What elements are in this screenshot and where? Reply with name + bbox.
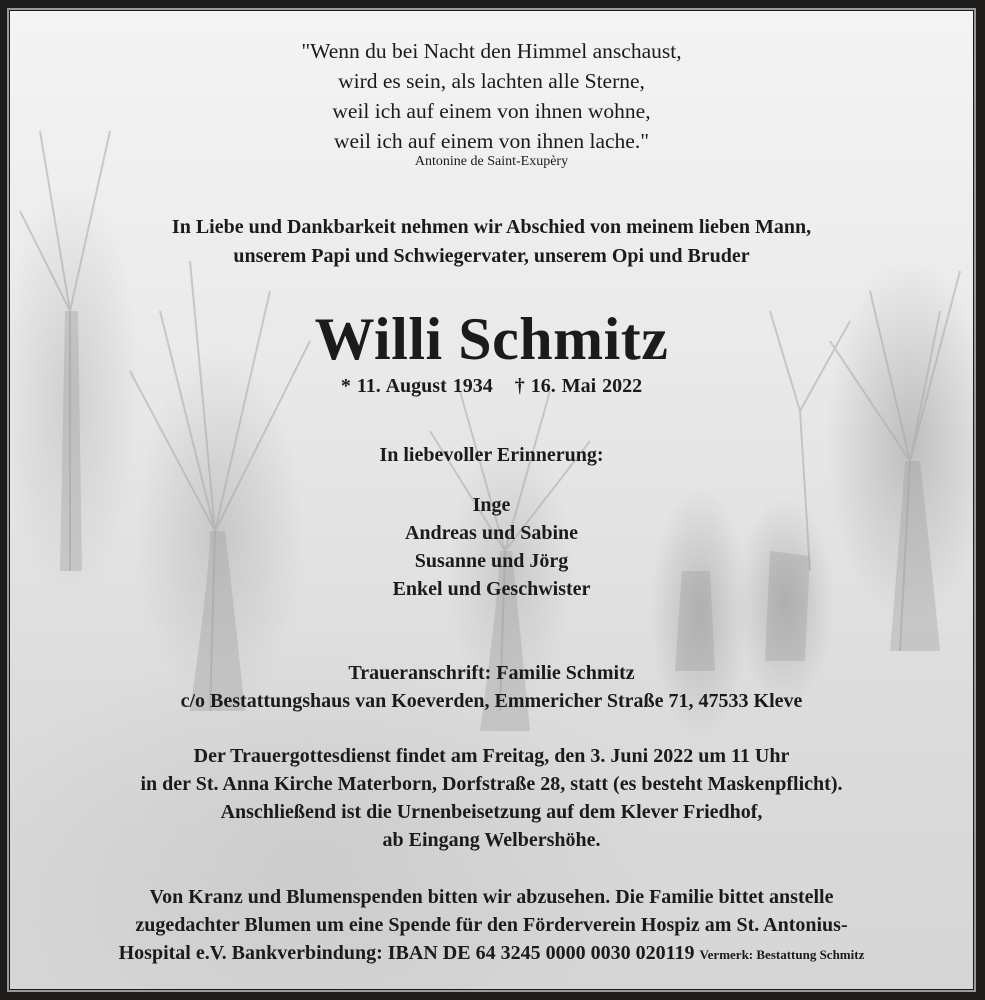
service-line: ab Eingang Welbershöhe. — [382, 829, 601, 851]
quote-line: "Wenn du bei Nacht den Himmel anschaust, — [301, 39, 682, 63]
service-info — [10, 742, 973, 854]
mourner: Susanne und Jörg — [414, 550, 569, 572]
mourner: Andreas und Sabine — [404, 522, 579, 544]
bank-details: Hospital e.V. Bankverbindung: IBAN DE 64 3245 0000 0030 020119 — [118, 942, 695, 964]
quote — [10, 36, 973, 156]
quote-line: wird es sein, als lachten alle Sterne, — [338, 69, 645, 93]
donation-line: zugedachter Blumen um eine Spende für den Förderverein Hospiz am St. Antonius- — [135, 914, 848, 936]
address-line: Traueranschrift: Familie Schmitz — [348, 662, 635, 684]
intro-line: In Liebe und Dankbarkeit nehmen wir Abschied von meinem lieben Mann, — [171, 216, 812, 238]
donation-line: Von Kranz und Blumenspenden bitten wir abzusehen. Die Familie bittet anstelle — [149, 886, 834, 908]
mourner: Enkel und Geschwister — [392, 578, 591, 600]
service-line: Anschließend ist die Urnenbeisetzung auf dem Klever Friedhof, — [220, 801, 763, 823]
intro-text — [10, 213, 973, 271]
birth-date: * 11. August 1934 — [340, 375, 493, 397]
memory-heading: In liebevoller Erinnerung: — [379, 444, 604, 466]
quote-author: Antonine de Saint-Exupèry — [414, 154, 569, 169]
donation-note: Vermerk: Bestattung Schmitz — [699, 947, 865, 962]
intro-line: unserem Papi und Schwiegervater, unserem Opi und Bruder — [233, 245, 750, 267]
mourners-list — [10, 491, 973, 603]
mourning-address — [10, 659, 973, 715]
life-dates — [10, 375, 973, 398]
donation-line — [10, 939, 973, 969]
service-line: in der St. Anna Kirche Materborn, Dorfstraße 28, statt (es besteht Maskenpflicht). — [140, 773, 843, 795]
deceased-name: Willi Schmitz — [314, 306, 669, 372]
obituary-card — [10, 11, 973, 989]
quote-line: weil ich auf einem von ihnen wohne, — [332, 99, 651, 123]
address-line: c/o Bestattungshaus van Koeverden, Emmericher Straße 71, 47533 Kleve — [180, 690, 803, 712]
quote-line: weil ich auf einem von ihnen lache." — [333, 129, 650, 153]
obituary-frame — [4, 5, 979, 995]
service-line: Der Trauergottesdienst findet am Freitag, den 3. Juni 2022 um 11 Uhr — [193, 745, 790, 767]
donation-info — [10, 883, 973, 969]
mourner: Inge — [472, 494, 511, 516]
death-date: † 16. Mai 2022 — [514, 375, 643, 397]
